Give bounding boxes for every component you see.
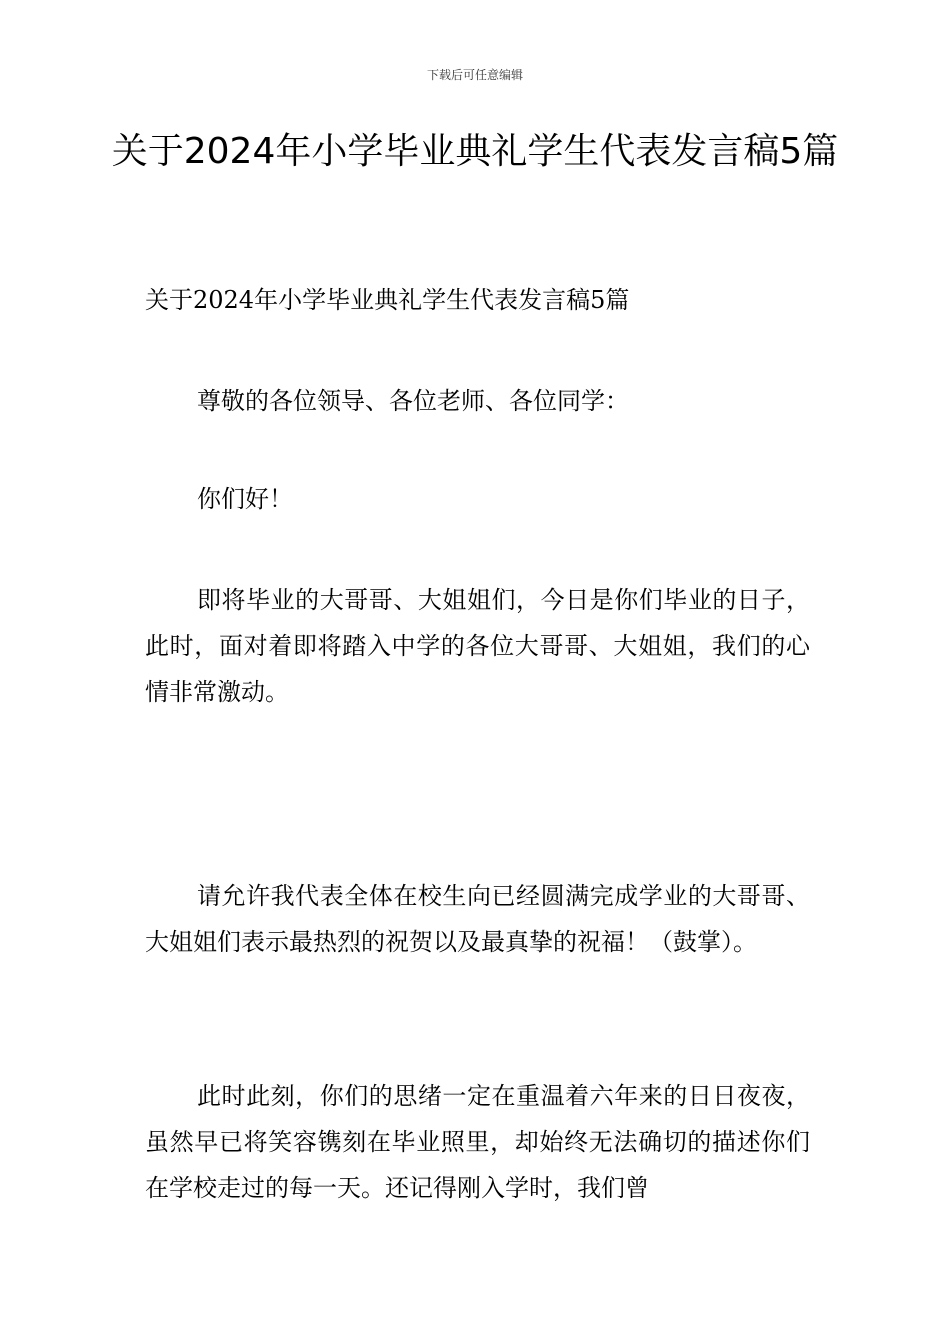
document-subtitle: 关于2024年小学毕业典礼学生代表发言稿5篇 bbox=[145, 286, 630, 314]
greeting-paragraph: 尊敬的各位领导、各位老师、各位同学： bbox=[197, 387, 629, 415]
header-note: 下载后可任意编辑 bbox=[426, 68, 523, 82]
document-title: 关于2024年小学毕业典礼学生代表发言稿5篇 bbox=[111, 131, 839, 172]
body-paragraph-1: 即将毕业的大哥哥、大姐姐们，今日是你们毕业的日子，此时，面对着即将踏入中学的各位大哥哥、大姐姐，我们的心情非常激动。 bbox=[145, 586, 810, 706]
hello-paragraph: 你们好！ bbox=[197, 485, 293, 513]
body-paragraph-2: 请允许我代表全体在校生向已经圆满完成学业的大哥哥、大姐姐们表示最热烈的祝贺以及最真挚的祝福！（鼓掌）。 bbox=[145, 882, 810, 956]
body-paragraph-3: 此时此刻，你们的思绪一定在重温着六年来的日日夜夜，虽然早已将笑容镌刻在毕业照里，却始终无法确切的描述你们在学校走过的每一天。还记得刚入学时，我们曾 bbox=[145, 1082, 810, 1202]
